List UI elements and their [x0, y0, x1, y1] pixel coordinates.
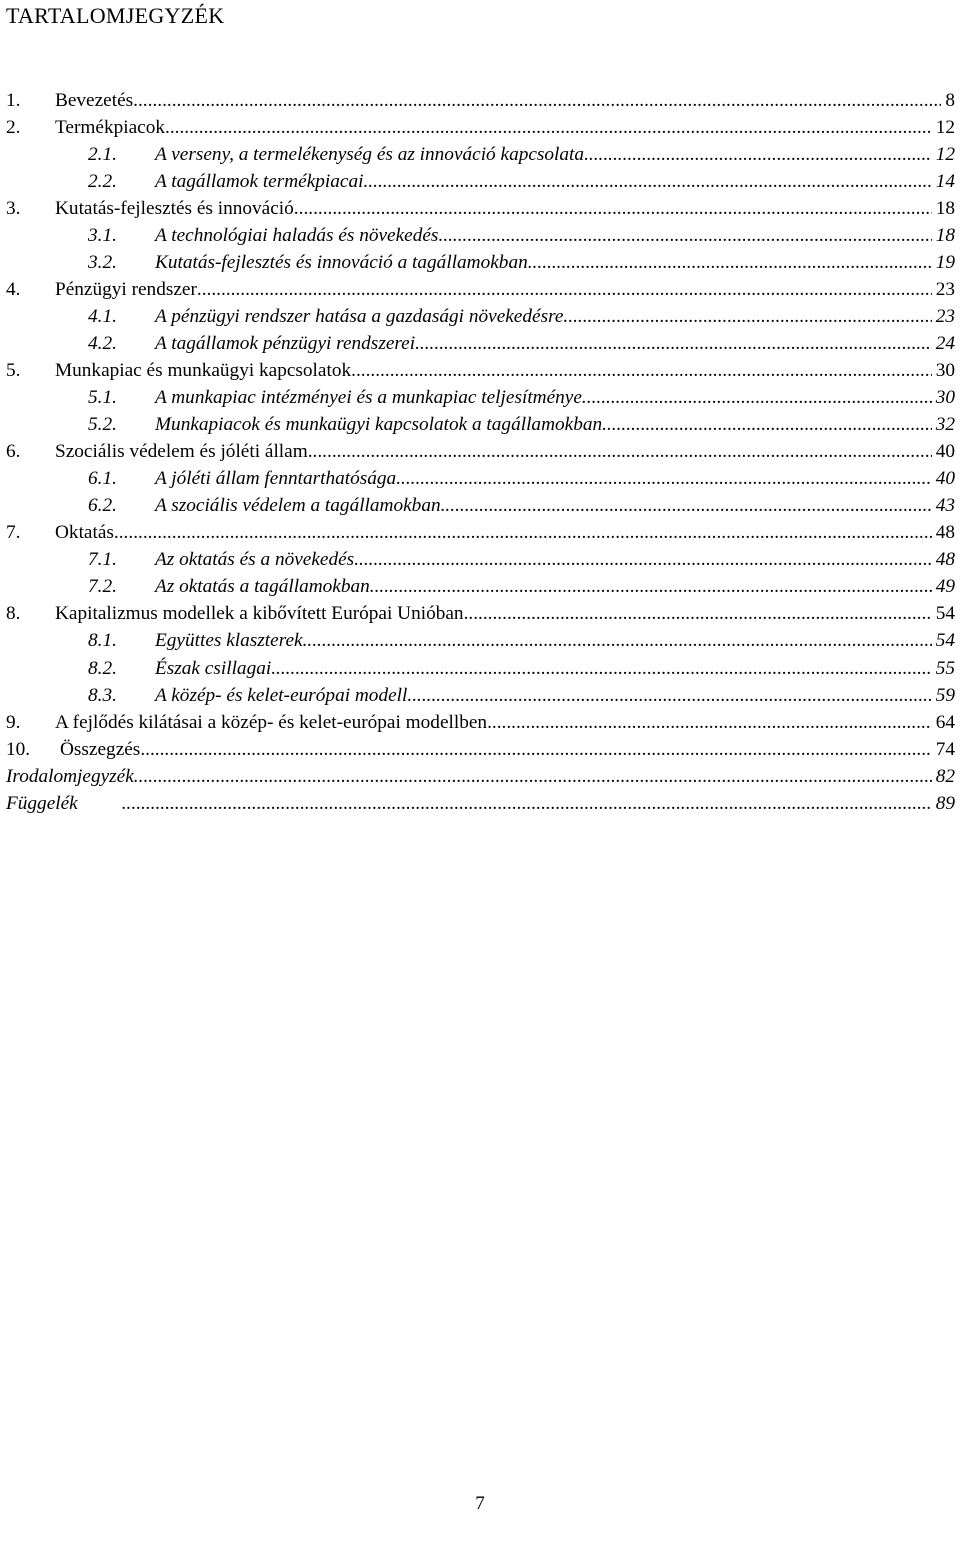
dot-leader [165, 117, 932, 139]
toc-entry-number: 7. [6, 522, 21, 544]
toc-entry-number: 4.2. [88, 332, 117, 354]
toc-entry-10[interactable] [6, 736, 960, 763]
toc-entry-page: 59 [935, 684, 955, 706]
toc-entry-7[interactable] [6, 520, 960, 547]
dot-leader [415, 333, 932, 355]
toc-entry-number: 1. [6, 89, 21, 111]
dot-leader [140, 739, 931, 761]
toc-entry-3-1[interactable] [6, 222, 960, 249]
toc-entry-8[interactable] [6, 601, 960, 628]
dot-leader [464, 603, 932, 625]
toc-entry-title: A munkapiac intézményei és a munkapiac teljesítménye [155, 387, 582, 409]
toc-entry-page: 24 [935, 332, 955, 354]
toc-entry-title: A fejlődés kilátásai a közép- és kelet-európai modellben [55, 711, 488, 733]
toc-entry-page: 40 [935, 441, 955, 463]
toc-entry-page: 48 [935, 549, 955, 571]
toc-entry-number: 4.1. [88, 305, 117, 327]
table-of-contents [6, 87, 960, 817]
toc-entry-4-1[interactable] [6, 303, 960, 330]
toc-entry-8-3[interactable] [6, 682, 960, 709]
dot-leader [197, 279, 932, 301]
toc-entry-page: 23 [935, 305, 955, 327]
toc-entry-page: 12 [935, 143, 955, 165]
toc-entry-5-2[interactable] [6, 412, 960, 439]
toc-entry-title: Kutatás-fejlesztés és innováció [55, 197, 294, 219]
toc-entry-title: Kutatás-fejlesztés és innováció a tagállamokban [155, 251, 528, 273]
dot-leader [407, 685, 931, 707]
dot-leader [396, 468, 932, 490]
toc-entry-9[interactable] [6, 709, 960, 736]
toc-entry-page: 49 [935, 576, 955, 598]
toc-entry-page: 30 [935, 387, 955, 409]
toc-entry-number: 8.1. [88, 630, 117, 652]
toc-entry-number: 5. [6, 359, 21, 381]
toc-entry-5-1[interactable] [6, 385, 960, 412]
toc-entry-title: A verseny, a termelékenység és az innováció kapcsolata [155, 143, 585, 165]
dot-leader [563, 306, 931, 328]
toc-entry-number: 9. [6, 711, 21, 733]
toc-entry-title: Pénzügyi rendszer [55, 278, 197, 300]
toc-entry-page: 19 [935, 251, 955, 273]
toc-entry-number: 2. [6, 116, 21, 138]
toc-entry-number: 3. [6, 197, 21, 219]
dot-leader [351, 360, 932, 382]
toc-entry-page: 54 [935, 603, 955, 625]
dot-leader [528, 252, 932, 274]
toc-entry-title: Összegzés [60, 738, 141, 760]
toc-entry-page: 54 [935, 630, 955, 652]
toc-entry-number: 5.1. [88, 387, 117, 409]
toc-entry-4-2[interactable] [6, 330, 960, 357]
toc-entry-3[interactable] [6, 195, 960, 222]
toc-entry-page: 64 [935, 711, 955, 733]
toc-entry-page: 14 [935, 170, 955, 192]
dot-leader [134, 766, 932, 788]
dot-leader [114, 522, 932, 544]
dot-leader [122, 793, 932, 815]
toc-entry-title: Bevezetés [55, 89, 134, 111]
dot-leader [294, 198, 932, 220]
toc-entry-page: 12 [935, 116, 955, 138]
toc-entry-page: 32 [935, 414, 955, 436]
toc-entry-title: Együttes klaszterek [155, 630, 303, 652]
toc-entry-6[interactable] [6, 439, 960, 466]
toc-entry-page: 89 [935, 792, 955, 814]
toc-entry-number: 6.1. [88, 468, 117, 490]
dot-leader [271, 658, 932, 680]
toc-entry-bibliography[interactable] [6, 763, 960, 790]
toc-entry-page: 18 [935, 197, 955, 219]
toc-entry-page: 40 [935, 468, 955, 490]
dot-leader [441, 495, 932, 517]
toc-entry-6-2[interactable] [6, 493, 960, 520]
toc-entry-title: A tagállamok termékpiacai [155, 170, 364, 192]
toc-entry-title: A technológiai haladás és növekedés [155, 224, 439, 246]
toc-entry-number: 10. [6, 738, 31, 760]
toc-entry-page: 43 [935, 495, 955, 517]
toc-entry-number: 2.2. [88, 170, 117, 192]
toc-entry-2-2[interactable] [6, 168, 960, 195]
toc-entry-number: 8. [6, 603, 21, 625]
toc-entry-title: A tagállamok pénzügyi rendszerei [155, 332, 416, 354]
toc-entry-1[interactable] [6, 87, 960, 114]
toc-entry-2-1[interactable] [6, 141, 960, 168]
toc-entry-number: 3.1. [88, 224, 117, 246]
dot-leader [354, 549, 932, 571]
toc-entry-number: 5.2. [88, 414, 117, 436]
toc-entry-page: 74 [935, 738, 955, 760]
toc-entry-7-1[interactable] [6, 547, 960, 574]
toc-entry-number: 3.2. [88, 251, 117, 273]
toc-entry-page: 8 [945, 89, 955, 111]
toc-entry-title: Irodalomjegyzék [6, 765, 134, 787]
dot-leader [363, 171, 931, 193]
toc-entry-title: Az oktatás és a növekedés [155, 549, 355, 571]
toc-entry-appendix[interactable] [6, 790, 960, 817]
toc-entry-number: 6. [6, 441, 21, 463]
toc-entry-title: Munkapiacok és munkaügyi kapcsolatok a tagállamokban [155, 414, 603, 436]
dot-leader [308, 441, 932, 463]
toc-entry-title: A szociális védelem a tagállamokban [155, 495, 441, 517]
toc-entry-title: A közép- és kelet-európai modell [155, 684, 408, 706]
toc-entry-title: A pénzügyi rendszer hatása a gazdasági növekedésre [155, 305, 564, 327]
toc-entry-number: 4. [6, 278, 21, 300]
toc-entry-title: Függelék [6, 792, 78, 814]
toc-entry-title: Szociális védelem és jóléti állam [55, 441, 308, 463]
toc-entry-title: Észak csillagai [155, 657, 272, 679]
dot-leader [303, 630, 932, 652]
toc-entry-number: 2.1. [88, 143, 117, 165]
toc-entry-number: 8.3. [88, 684, 117, 706]
toc-entry-5[interactable] [6, 357, 960, 384]
toc-entry-title: Termékpiacok [55, 116, 166, 138]
dot-leader [582, 387, 932, 409]
toc-entry-number: 7.1. [88, 549, 117, 571]
toc-entry-2[interactable] [6, 114, 960, 141]
toc-entry-page: 18 [935, 224, 955, 246]
toc-entry-number: 8.2. [88, 657, 117, 679]
toc-entry-page: 82 [935, 765, 955, 787]
toc-entry-page: 23 [935, 278, 955, 300]
toc-entry-page: 30 [935, 359, 955, 381]
toc-entry-title: Oktatás [55, 522, 114, 544]
toc-entry-8-2[interactable] [6, 655, 960, 682]
toc-entry-title: A jóléti állam fenntarthatósága [155, 468, 397, 490]
dot-leader [370, 576, 932, 598]
page-number: 7 [475, 1493, 485, 1514]
toc-entry-title: Munkapiac és munkaügyi kapcsolatok [55, 359, 352, 381]
dot-leader [487, 712, 932, 734]
dot-leader [133, 90, 941, 112]
toc-entry-title: Kapitalizmus modellek a kibővített Európai Unióban [55, 603, 464, 625]
toc-entry-page: 48 [935, 522, 955, 544]
toc-entry-8-1[interactable] [6, 628, 960, 655]
dot-leader [602, 414, 932, 436]
toc-entry-page: 55 [935, 657, 955, 679]
page-title: TARTALOMJEGYZÉK [6, 3, 225, 28]
dot-leader [584, 144, 932, 166]
toc-entry-3-2[interactable] [6, 249, 960, 276]
toc-entry-7-2[interactable] [6, 574, 960, 601]
toc-entry-4[interactable] [6, 276, 960, 303]
toc-entry-number: 7.2. [88, 576, 117, 598]
toc-entry-number: 6.2. [88, 495, 117, 517]
toc-entry-title: Az oktatás a tagállamokban [155, 576, 370, 598]
dot-leader [438, 225, 931, 247]
toc-entry-6-1[interactable] [6, 466, 960, 493]
